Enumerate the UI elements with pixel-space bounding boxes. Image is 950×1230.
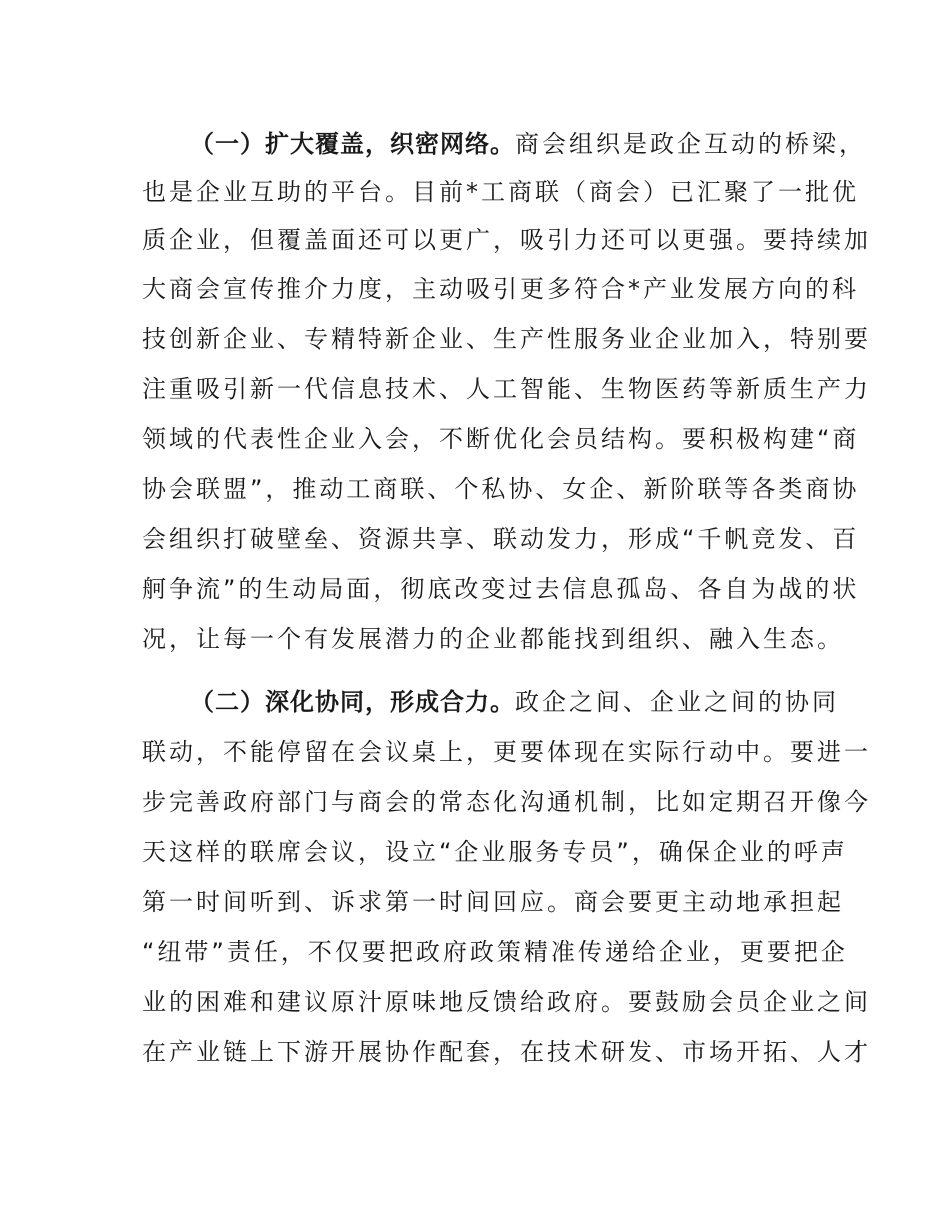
paragraph-1-line-10: 舸争流”的生动局面，彻底改变过去信息孤岛、各自为战的状 xyxy=(142,575,860,603)
paragraph-2-line-5: 第一时间听到、诉求第一时间回应。商会要更主动地承担起 xyxy=(142,888,844,916)
paragraph-1-text: 商会组织是政企互动的桥梁， xyxy=(515,130,866,158)
paragraph-1-line-8: 协会联盟”，推动工商联、个私协、女企、新阶联等各类商协 xyxy=(142,475,860,503)
paragraph-2-line-6: “纽带”责任，不仅要把政府政策精准传递给企业，更要把企 xyxy=(142,938,848,966)
paragraph-1-heading: （一）扩大覆盖，织密网络。 xyxy=(190,130,515,158)
paragraph-1-line-11: 况，让每一个有发展潜力的企业都能找到组织、融入生态。 xyxy=(142,625,844,653)
paragraph-2-text: 政企之间、企业之间的协同 xyxy=(515,688,839,716)
paragraph-1-line-1 xyxy=(190,118,866,170)
paragraph-1-line-3: 质企业，但覆盖面还可以更广，吸引力还可以更强。要持续加 xyxy=(142,226,871,254)
paragraph-2-line-7: 业的困难和建议原汁原味地反馈给政府。要鼓励会员企业之间 xyxy=(142,988,871,1016)
paragraph-1-line-2: 也是企业互助的平台。目前*工商联（商会）已汇聚了一批优 xyxy=(142,178,859,206)
paragraph-2-line-8: 在产业链上下游开展协作配套，在技术研发、市场开拓、人才 xyxy=(142,1038,871,1066)
paragraph-2-line-1 xyxy=(190,676,839,728)
paragraph-2-heading: （二）深化协同，形成合力。 xyxy=(190,688,515,716)
paragraph-1-line-7: 领域的代表性企业入会，不断优化会员结构。要积极构建“商 xyxy=(142,425,860,453)
paragraph-2-line-2: 联动，不能停留在会议桌上，更要体现在实际行动中。要进一 xyxy=(142,738,871,766)
paragraph-1-line-9: 会组织打破壁垒、资源共享、联动发力，形成“千帆竞发、百 xyxy=(142,525,860,553)
paragraph-1-line-4: 大商会宣传推介力度，主动吸引更多符合*产业发展方向的科 xyxy=(142,275,859,303)
paragraph-1-line-6: 注重吸引新一代信息技术、人工智能、生物医药等新质生产力 xyxy=(142,375,871,403)
paragraph-2-line-4: 天这样的联席会议，设立“企业服务专员”，确保企业的呼声 xyxy=(142,838,848,866)
paragraph-1-line-5: 技创新企业、专精特新企业、生产性服务业企业加入，特别要 xyxy=(142,325,871,353)
paragraph-2-line-3: 步完善政府部门与商会的常态化沟通机制，比如定期召开像今 xyxy=(142,788,871,816)
